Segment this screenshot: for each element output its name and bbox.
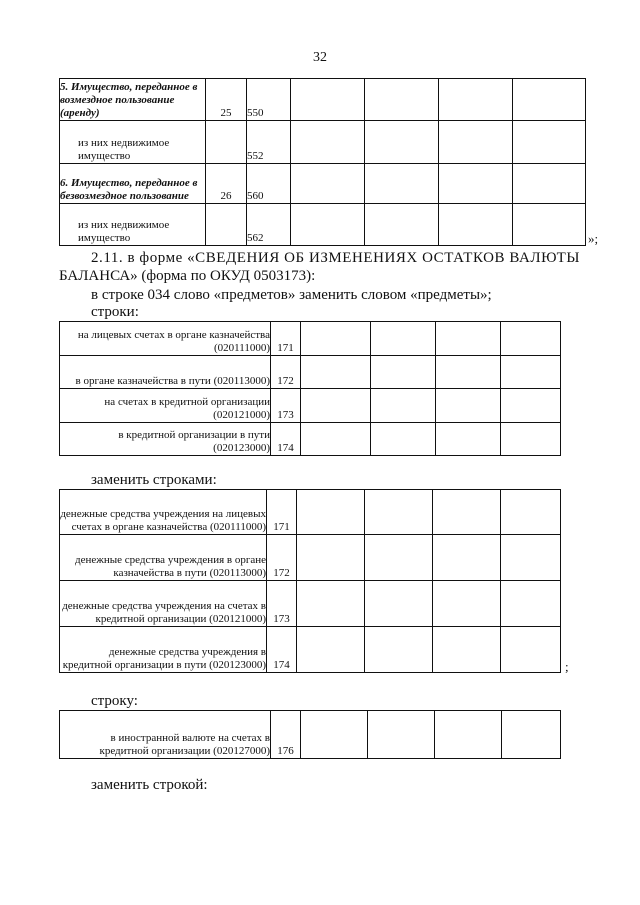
- empty-value-cell: [439, 79, 513, 121]
- row-line-code-cell: 560: [247, 164, 291, 204]
- row-code-cell: 25: [206, 79, 247, 121]
- row-label-text: из них недвижимое имущество: [78, 137, 170, 162]
- empty-value-cell: [433, 490, 501, 535]
- empty-value-cell: [297, 490, 365, 535]
- table-row: [60, 322, 561, 356]
- row-label-cell: [60, 356, 271, 389]
- row-label-text: из них недвижимое имущество: [78, 219, 170, 244]
- row-label-cell: [60, 164, 206, 204]
- row-label-text: в органе казначейства в пути (020113000): [75, 375, 270, 387]
- empty-value-cell: [435, 711, 502, 759]
- empty-value-cell: [501, 322, 561, 356]
- empty-value-cell: [301, 356, 371, 389]
- empty-value-cell: [301, 322, 371, 356]
- empty-value-cell: [501, 490, 561, 535]
- empty-value-cell: [501, 535, 561, 581]
- row-label-cell: [60, 322, 271, 356]
- empty-value-cell: [371, 356, 436, 389]
- empty-value-cell: [513, 79, 586, 121]
- row-label-cell: [60, 535, 267, 581]
- row-label-cell: [60, 490, 267, 535]
- row-line-code-cell: 550: [247, 79, 291, 121]
- empty-value-cell: [433, 627, 501, 673]
- empty-value-cell: [291, 121, 365, 164]
- row-label-cell: [60, 204, 206, 246]
- empty-value-cell: [433, 581, 501, 627]
- table-row: [60, 389, 561, 423]
- property-table: [59, 78, 586, 246]
- table-row: [60, 356, 561, 389]
- rows-new-table: [59, 489, 561, 673]
- row-label-text: на лицевых счетах в органе казначейства (020111000): [77, 329, 270, 354]
- table-row: [60, 627, 561, 673]
- row-code-cell: 176: [271, 711, 301, 759]
- empty-value-cell: [371, 322, 436, 356]
- empty-value-cell: [365, 79, 439, 121]
- empty-value-cell: [436, 423, 501, 456]
- row-code-cell: 171: [267, 490, 297, 535]
- empty-value-cell: [365, 121, 439, 164]
- empty-value-cell: [501, 356, 561, 389]
- row-label-text: 6. Имущество, переданное в безвозмездное пользование: [60, 177, 198, 202]
- empty-value-cell: [365, 204, 439, 246]
- row-label-text: денежные средства учреждения на счетах в кредитной организации (020121000): [62, 600, 266, 625]
- row-line-code-cell: 562: [247, 204, 291, 246]
- empty-value-cell: [513, 121, 586, 164]
- empty-value-cell: [297, 535, 365, 581]
- table-closing-quote: »;: [588, 231, 599, 246]
- empty-value-cell: [501, 581, 561, 627]
- row-code-cell: 26: [206, 164, 247, 204]
- empty-value-cell: [365, 535, 433, 581]
- replace-row-label: заменить строкой:: [91, 777, 208, 793]
- empty-value-cell: [365, 581, 433, 627]
- section-instruction: в строке 034 слово «предметов» заменить словом «предметы»;: [91, 287, 492, 303]
- row-label-cell: [60, 389, 271, 423]
- empty-value-cell: [297, 581, 365, 627]
- table-row: [60, 581, 561, 627]
- empty-value-cell: [501, 423, 561, 456]
- empty-value-cell: [439, 204, 513, 246]
- row-label-text: в кредитной организации в пути (020123000): [118, 429, 270, 454]
- row-label: строку:: [91, 693, 138, 709]
- row-label-text: 5. Имущество, переданное в возмездное пользование (аренду): [60, 81, 198, 119]
- row-code-cell: 172: [271, 356, 301, 389]
- page-number: 32: [313, 50, 327, 65]
- replace-rows-label: заменить строками:: [91, 472, 217, 488]
- empty-value-cell: [365, 164, 439, 204]
- empty-value-cell: [368, 711, 435, 759]
- empty-value-cell: [501, 627, 561, 673]
- row-label-text: в иностранной валюте на счетах в кредитной организации (020127000): [99, 732, 270, 757]
- table-row: [60, 164, 586, 204]
- row-code-cell: [206, 121, 247, 164]
- section-heading-line2: БАЛАНСА» (форма по ОКУД 0503173):: [59, 268, 316, 284]
- empty-value-cell: [301, 423, 371, 456]
- row-code-cell: 173: [271, 389, 301, 423]
- row-code-cell: 172: [267, 535, 297, 581]
- empty-value-cell: [291, 164, 365, 204]
- empty-value-cell: [436, 389, 501, 423]
- row-line-code-cell: 552: [247, 121, 291, 164]
- row-code-cell: [206, 204, 247, 246]
- row-code-cell: 173: [267, 581, 297, 627]
- empty-value-cell: [365, 490, 433, 535]
- table-row: [60, 490, 561, 535]
- row-label-text: денежные средства учреждения на лицевых счетах в органе казначейства (020111000): [60, 508, 266, 533]
- table-row: [60, 204, 586, 246]
- empty-value-cell: [501, 389, 561, 423]
- rows-label: строки:: [91, 304, 139, 320]
- empty-value-cell: [291, 79, 365, 121]
- table3-closing: ;: [565, 659, 569, 674]
- empty-value-cell: [433, 535, 501, 581]
- row-label-text: денежные средства учреждения в органе казначейства в пути (020113000): [74, 554, 266, 579]
- table-row: [60, 535, 561, 581]
- empty-value-cell: [297, 627, 365, 673]
- row-label-cell: [60, 423, 271, 456]
- row-label-cell: [60, 581, 267, 627]
- row-label-cell: [60, 627, 267, 673]
- row-old-table: [59, 710, 561, 759]
- row-label-cell: [60, 121, 206, 164]
- row-code-cell: 171: [271, 322, 301, 356]
- empty-value-cell: [439, 121, 513, 164]
- empty-value-cell: [502, 711, 561, 759]
- row-code-cell: 174: [267, 627, 297, 673]
- table-row: [60, 79, 586, 121]
- row-label-text: денежные средства учреждения в кредитной организации в пути (020123000): [62, 646, 266, 671]
- empty-value-cell: [371, 389, 436, 423]
- empty-value-cell: [513, 204, 586, 246]
- empty-value-cell: [291, 204, 365, 246]
- section-heading-line1: 2.11. в форме «СВЕДЕНИЯ ОБ ИЗМЕНЕНИЯХ ОСТАТКОВ ВАЛЮТЫ: [91, 250, 581, 266]
- empty-value-cell: [365, 627, 433, 673]
- row-label-text: на счетах в кредитной организации (020121000): [104, 396, 270, 421]
- empty-value-cell: [436, 322, 501, 356]
- table-row: [60, 121, 586, 164]
- rows-old-table: [59, 321, 561, 456]
- empty-value-cell: [301, 389, 371, 423]
- row-label-cell: [60, 711, 271, 759]
- empty-value-cell: [436, 356, 501, 389]
- empty-value-cell: [301, 711, 368, 759]
- empty-value-cell: [371, 423, 436, 456]
- empty-value-cell: [513, 164, 586, 204]
- table-row: [60, 711, 561, 759]
- table-row: [60, 423, 561, 456]
- row-code-cell: 174: [271, 423, 301, 456]
- row-label-cell: [60, 79, 206, 121]
- empty-value-cell: [439, 164, 513, 204]
